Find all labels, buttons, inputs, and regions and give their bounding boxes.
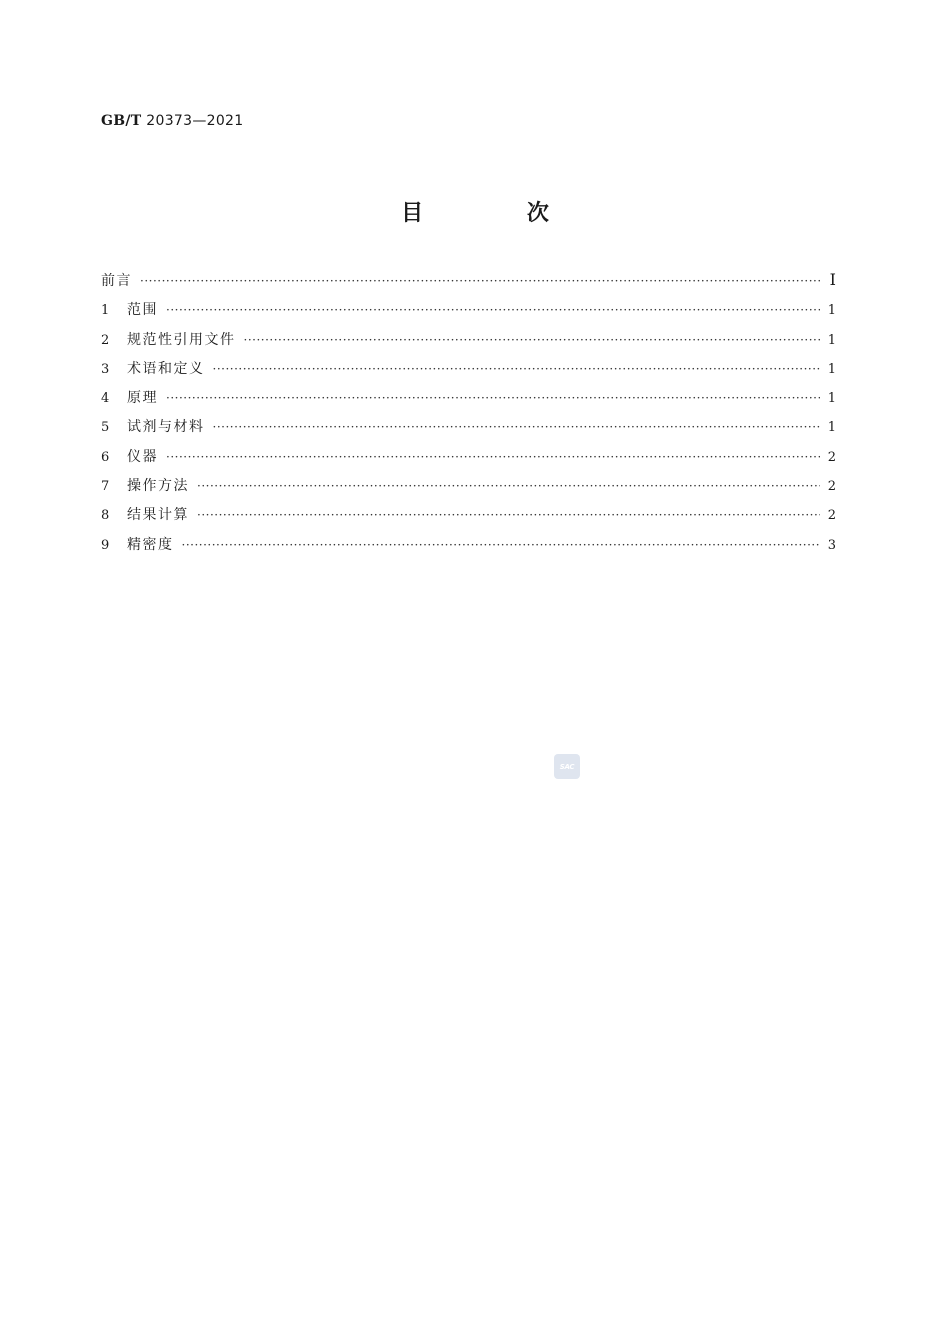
toc-entry-page: 1	[827, 420, 836, 436]
toc-entry-normative-references[interactable]	[101, 329, 836, 358]
standard-number: 20373—2021	[146, 113, 244, 129]
toc-entry-label: 前言	[101, 273, 132, 289]
page-title: 目 次	[401, 201, 597, 226]
toc-leader-dots	[213, 362, 821, 376]
toc-entry-number: 2	[101, 332, 110, 348]
toc-entry-page: 1	[827, 391, 836, 407]
toc-leader-dots	[244, 333, 821, 347]
toc-leader-dots	[166, 391, 820, 405]
toc-entry-label: 试剂与材料	[127, 419, 205, 436]
toc-entry-page: 1	[827, 361, 836, 377]
toc-entry-label: 仪器	[127, 448, 158, 465]
toc-entry-number: 1	[101, 303, 110, 319]
toc-entry-procedure[interactable]	[101, 475, 836, 504]
toc-leader-dots	[166, 450, 820, 464]
toc-leader-dots	[166, 303, 820, 317]
toc-entry-label: 规范性引用文件	[127, 331, 236, 348]
toc-entry-label: 原理	[127, 390, 158, 407]
toc-entry-number: 5	[101, 420, 110, 436]
toc-entry-page: 2	[827, 508, 836, 524]
toc-entry-precision[interactable]	[101, 534, 836, 563]
toc-entry-number: 3	[101, 361, 110, 377]
toc-entry-label: 范围	[127, 302, 158, 319]
toc-entry-page: 3	[827, 537, 836, 553]
sac-logo-icon	[554, 754, 580, 779]
standard-prefix: GB/T	[101, 113, 142, 129]
table-of-contents	[101, 270, 836, 563]
toc-leader-dots	[140, 274, 820, 288]
toc-entry-scope[interactable]	[101, 299, 836, 328]
toc-entry-page: 2	[827, 449, 836, 465]
toc-entry-principle[interactable]	[101, 387, 836, 416]
toc-leader-dots	[197, 508, 820, 522]
toc-entry-page: 1	[827, 303, 836, 319]
toc-entry-calculation[interactable]	[101, 504, 836, 533]
toc-entry-page: 2	[827, 479, 836, 495]
toc-entry-number: 8	[101, 508, 110, 524]
toc-entry-page: 1	[827, 332, 836, 348]
toc-entry-number: 4	[101, 391, 110, 407]
toc-entry-label: 术语和定义	[127, 360, 205, 377]
standard-code	[101, 113, 243, 129]
toc-leader-dots	[213, 420, 821, 434]
toc-entry-number: 9	[101, 537, 110, 553]
toc-leader-dots	[182, 538, 821, 552]
toc-entry-reagents-materials[interactable]	[101, 416, 836, 445]
toc-entry-instruments[interactable]	[101, 446, 836, 475]
toc-entry-page: Ⅰ	[829, 270, 836, 289]
toc-entry-label: 结果计算	[127, 507, 189, 524]
toc-entry-terms-definitions[interactable]	[101, 358, 836, 387]
toc-entry-number: 7	[101, 479, 110, 495]
toc-entry-label: 精密度	[127, 536, 174, 553]
toc-entry-number: 6	[101, 449, 110, 465]
toc-leader-dots	[197, 479, 820, 493]
toc-entry-label: 操作方法	[127, 478, 189, 495]
toc-entry-foreword[interactable]	[101, 270, 836, 299]
watermark-text: SAC	[559, 762, 575, 771]
